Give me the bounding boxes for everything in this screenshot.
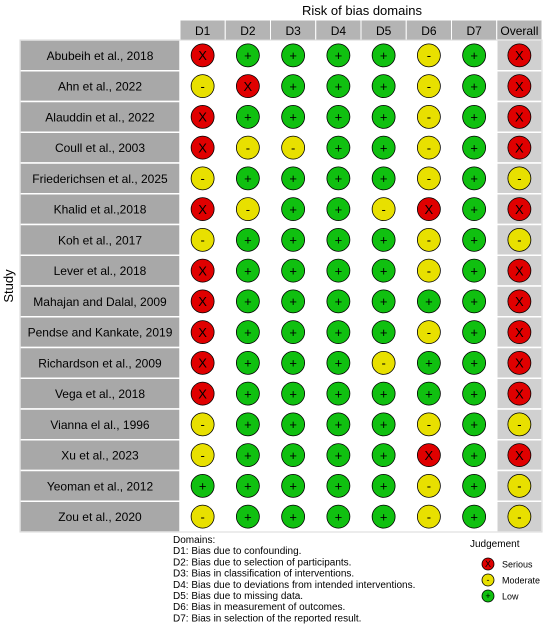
moderate-mark-symbol: - <box>200 447 205 463</box>
low-mark-symbol: + <box>334 355 343 371</box>
low-mark-symbol: + <box>244 263 252 279</box>
moderate-mark-symbol: - <box>426 509 432 525</box>
serious-mark-symbol: X <box>198 355 207 371</box>
study-label: Mahajan and Dalal, 2009 <box>33 294 167 309</box>
moderate-mark-symbol: - <box>200 171 205 187</box>
moderate-mark-symbol: - <box>245 201 251 217</box>
column-header-label: D5 <box>375 24 392 38</box>
low-mark-symbol: + <box>334 232 343 248</box>
low-mark-symbol: + <box>289 509 297 525</box>
serious-mark-symbol: X <box>515 447 524 463</box>
low-mark-symbol: + <box>334 417 343 433</box>
moderate-mark-symbol: - <box>245 140 251 156</box>
serious-mark-symbol: X <box>198 263 207 279</box>
serious-mark-symbol: X <box>515 294 524 310</box>
low-mark-symbol: + <box>379 478 388 494</box>
study-label: Xu et al., 2023 <box>61 448 139 463</box>
low-mark-symbol: + <box>289 78 297 94</box>
low-mark-symbol: + <box>470 417 478 433</box>
low-mark-symbol: + <box>334 48 343 64</box>
column-header-label: D7 <box>466 24 482 38</box>
column-header-label: D4 <box>330 24 347 38</box>
moderate-mark-symbol: - <box>200 78 205 94</box>
low-mark-symbol: + <box>485 591 491 602</box>
serious-mark-symbol: X <box>515 263 524 279</box>
low-mark-symbol: + <box>289 201 297 217</box>
domain-description: D4: Bias due to deviations from intended interventions. <box>173 579 416 591</box>
low-mark-symbol: + <box>379 417 388 433</box>
column-header-label: D2 <box>240 24 256 38</box>
moderate-mark-symbol: - <box>426 263 432 279</box>
legend-label: Low <box>502 591 519 602</box>
low-mark-symbol: + <box>289 447 297 463</box>
low-mark-symbol: + <box>244 171 252 187</box>
chart-title: Risk of bias domains <box>302 3 422 18</box>
study-label: Alauddin et al., 2022 <box>45 110 155 125</box>
moderate-mark-symbol: - <box>200 509 205 525</box>
serious-mark-symbol: X <box>515 48 524 64</box>
moderate-mark-symbol: - <box>200 417 205 433</box>
moderate-mark-symbol: - <box>517 509 522 525</box>
low-mark-symbol: + <box>470 78 478 94</box>
moderate-mark-symbol: - <box>426 109 432 125</box>
low-mark-symbol: + <box>244 355 252 371</box>
moderate-mark-symbol: - <box>426 324 432 340</box>
low-mark-symbol: + <box>289 478 297 494</box>
low-mark-symbol: + <box>470 509 478 525</box>
serious-mark-symbol: X <box>515 78 524 94</box>
serious-mark-symbol: X <box>198 294 207 310</box>
low-mark-symbol: + <box>470 324 478 340</box>
moderate-mark-symbol: - <box>426 171 432 187</box>
low-mark-symbol: + <box>334 324 343 340</box>
low-mark-symbol: + <box>470 48 478 64</box>
domain-description: D7: Bias in selection of the reported result. <box>173 613 362 625</box>
low-mark-symbol: + <box>244 417 252 433</box>
serious-mark-symbol: X <box>198 140 207 156</box>
low-mark-symbol: + <box>334 140 343 156</box>
low-mark-symbol: + <box>334 201 343 217</box>
low-mark-symbol: + <box>334 109 343 125</box>
low-mark-symbol: + <box>334 78 343 94</box>
low-mark-symbol: + <box>425 294 433 310</box>
low-mark-symbol: + <box>379 78 388 94</box>
low-mark-symbol: + <box>379 171 388 187</box>
serious-mark-symbol: X <box>515 386 524 402</box>
moderate-mark-symbol: - <box>486 575 490 586</box>
study-label: Zou et al., 2020 <box>58 510 142 525</box>
moderate-mark-symbol: - <box>426 478 432 494</box>
moderate-mark-symbol: - <box>426 417 432 433</box>
domain-descriptions <box>173 535 415 624</box>
low-mark-symbol: + <box>470 355 478 371</box>
serious-mark-symbol: X <box>484 559 492 570</box>
study-label: Khalid et al.,2018 <box>53 202 147 217</box>
low-mark-symbol: + <box>470 232 478 248</box>
domain-description: D6: Bias in measurement of outcomes. <box>173 602 346 614</box>
low-mark-symbol: + <box>379 48 388 64</box>
study-label: Vianna el al., 1996 <box>50 417 150 432</box>
low-mark-symbol: + <box>244 109 252 125</box>
serious-mark-symbol: X <box>198 324 207 340</box>
low-mark-symbol: + <box>334 171 343 187</box>
column-header-label: Overall <box>500 24 539 38</box>
moderate-mark-symbol: - <box>381 355 386 371</box>
moderate-mark-symbol: - <box>517 232 522 248</box>
serious-mark-symbol: X <box>198 109 207 125</box>
low-mark-symbol: + <box>470 263 478 279</box>
legend-title: Judgement <box>470 539 520 550</box>
low-mark-symbol: + <box>244 447 252 463</box>
low-mark-symbol: + <box>244 48 252 64</box>
low-mark-symbol: + <box>244 509 252 525</box>
judgement-legend <box>470 539 540 602</box>
low-mark-symbol: + <box>470 140 478 156</box>
low-mark-symbol: + <box>289 263 297 279</box>
low-mark-symbol: + <box>289 417 297 433</box>
low-mark-symbol: + <box>379 140 388 156</box>
low-mark-symbol: + <box>425 355 433 371</box>
grid-layer <box>20 20 542 532</box>
serious-mark-symbol: X <box>424 447 434 463</box>
low-mark-symbol: + <box>379 109 388 125</box>
study-label: Koh et al., 2017 <box>57 233 143 248</box>
legend-label: Moderate <box>502 575 541 586</box>
low-mark-symbol: + <box>334 447 343 463</box>
moderate-mark-symbol: - <box>517 417 522 433</box>
serious-mark-symbol: X <box>515 109 524 125</box>
low-mark-symbol: + <box>289 171 297 187</box>
serious-mark-symbol: X <box>515 201 524 217</box>
low-mark-symbol: + <box>334 263 343 279</box>
study-label: Ahn et al., 2022 <box>57 79 143 94</box>
column-header-label: D6 <box>421 24 437 38</box>
serious-mark-symbol: X <box>198 48 207 64</box>
column-header-label: D3 <box>285 24 301 38</box>
moderate-mark-symbol: - <box>426 48 432 64</box>
low-mark-symbol: + <box>244 232 252 248</box>
study-label: Friederichsen et al., 2025 <box>32 171 168 186</box>
study-label: Pendse and Kankate, 2019 <box>27 325 173 340</box>
legend-label: Serious <box>502 559 533 570</box>
low-mark-symbol: + <box>470 171 478 187</box>
serious-mark-symbol: X <box>515 140 524 156</box>
domains-heading: Domains: <box>173 535 216 546</box>
study-label: Lever et al., 2018 <box>53 264 147 279</box>
low-mark-symbol: + <box>379 263 388 279</box>
low-mark-symbol: + <box>334 386 343 402</box>
low-mark-symbol: + <box>244 386 252 402</box>
study-label: Coull et al., 2003 <box>54 141 146 156</box>
serious-mark-symbol: X <box>243 78 253 94</box>
low-mark-symbol: + <box>289 355 297 371</box>
low-mark-symbol: + <box>334 478 343 494</box>
low-mark-symbol: + <box>244 478 252 494</box>
study-label: Abubeih et al., 2018 <box>46 48 154 63</box>
domain-description: D3: Bias in classification of interventions. <box>173 568 355 580</box>
moderate-mark-symbol: - <box>517 171 522 187</box>
low-mark-symbol: + <box>379 232 388 248</box>
low-mark-symbol: + <box>244 324 252 340</box>
low-mark-symbol: + <box>425 386 433 402</box>
serious-mark-symbol: X <box>424 201 434 217</box>
low-mark-symbol: + <box>334 509 343 525</box>
serious-mark-symbol: X <box>515 324 524 340</box>
moderate-mark-symbol: - <box>426 78 432 94</box>
low-mark-symbol: + <box>470 386 478 402</box>
serious-mark-symbol: X <box>198 201 207 217</box>
serious-mark-symbol: X <box>198 386 207 402</box>
low-mark-symbol: + <box>379 324 388 340</box>
low-mark-symbol: + <box>379 509 388 525</box>
moderate-mark-symbol: - <box>290 140 296 156</box>
domain-description: D1: Bias due to confounding. <box>173 546 302 558</box>
low-mark-symbol: + <box>289 232 297 248</box>
low-mark-symbol: + <box>289 324 297 340</box>
low-mark-symbol: + <box>289 48 297 64</box>
serious-mark-symbol: X <box>515 355 524 371</box>
moderate-mark-symbol: - <box>517 478 522 494</box>
domain-description: D5: Bias due to missing data. <box>173 591 304 602</box>
moderate-mark-symbol: - <box>426 140 432 156</box>
low-mark-symbol: + <box>470 294 478 310</box>
moderate-mark-symbol: - <box>426 232 432 248</box>
low-mark-symbol: + <box>198 478 207 494</box>
low-mark-symbol: + <box>334 294 343 310</box>
low-mark-symbol: + <box>470 109 478 125</box>
moderate-mark-symbol: - <box>381 201 386 217</box>
low-mark-symbol: + <box>379 294 388 310</box>
low-mark-symbol: + <box>470 447 478 463</box>
low-mark-symbol: + <box>470 201 478 217</box>
low-mark-symbol: + <box>289 294 297 310</box>
low-mark-symbol: + <box>379 386 388 402</box>
row-axis-label: Study <box>1 269 16 303</box>
low-mark-symbol: + <box>289 386 297 402</box>
column-header-label: D1 <box>194 24 211 38</box>
study-label: Richardson et al., 2009 <box>38 356 162 371</box>
domain-description: D2: Bias due to selection of participants. <box>173 557 352 569</box>
low-mark-symbol: + <box>470 478 478 494</box>
low-mark-symbol: + <box>379 447 388 463</box>
study-label: Vega et al., 2018 <box>54 387 146 402</box>
moderate-mark-symbol: - <box>200 232 205 248</box>
low-mark-symbol: + <box>244 294 252 310</box>
low-mark-symbol: + <box>289 109 297 125</box>
study-label: Yeoman et al., 2012 <box>46 479 154 494</box>
